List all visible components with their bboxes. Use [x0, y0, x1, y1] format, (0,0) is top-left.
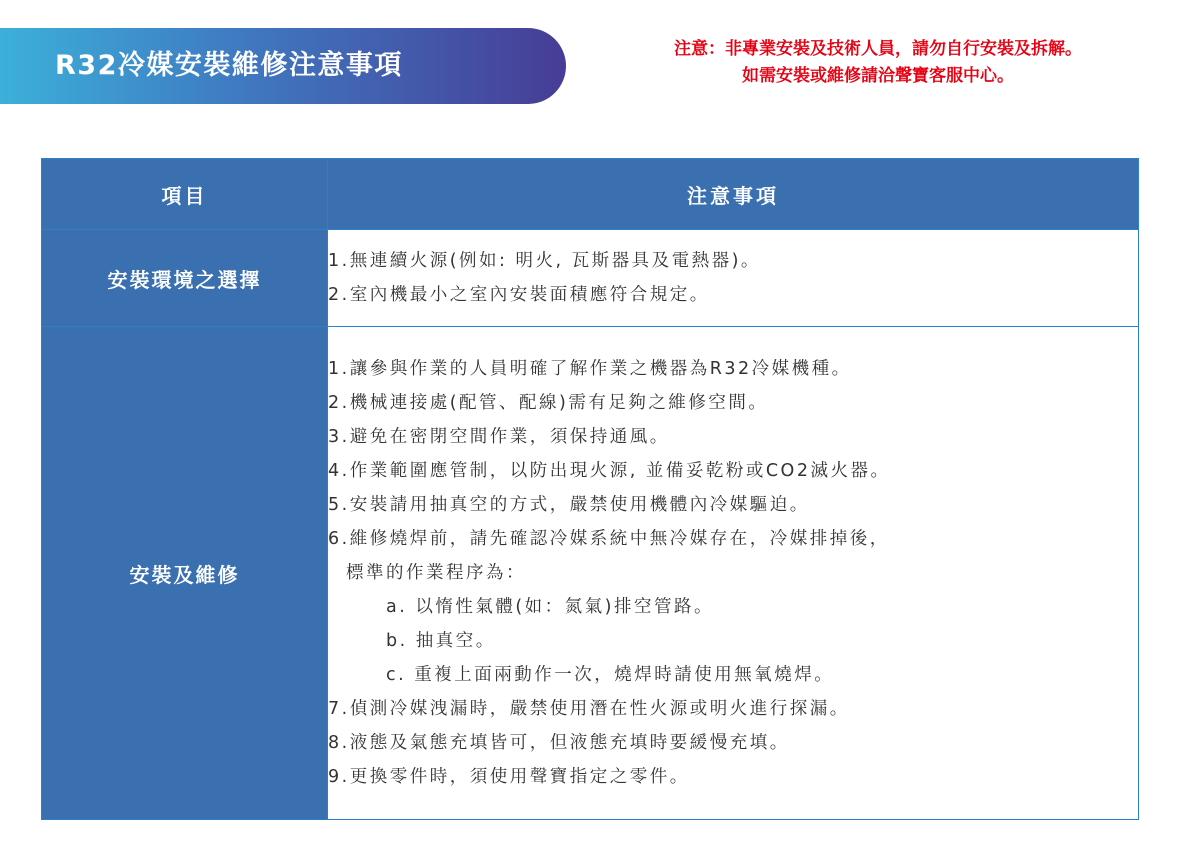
note-line: 1.無連續火源(例如: 明火, 瓦斯器具及電熱器)。	[328, 251, 761, 271]
row-notes-environment	[328, 230, 1139, 327]
note-line: 5.安裝請用抽真空的方式，嚴禁使用機體內冷媒驅迫。	[328, 495, 810, 515]
header-notes: 注意事項	[328, 159, 1139, 230]
table-row	[42, 230, 1139, 327]
warning-notice	[588, 36, 1168, 90]
note-line: 6.維修燒焊前，請先確認冷媒系統中無冷媒存在，冷媒排掉後，	[328, 529, 890, 549]
note-line: 2.機械連接處(配管、配線)需有足夠之維修空間。	[328, 393, 769, 413]
header-item: 項目	[42, 159, 328, 230]
note-subline: b. 抽真空。	[386, 631, 496, 651]
warning-line-2: 如需安裝或維修請洽聲寶客服中心。	[742, 66, 1014, 86]
warning-line-1: 注意：非專業安裝及技術人員，請勿自行安裝及拆解。	[674, 39, 1082, 59]
note-line: 4.作業範圍應管制，以防出現火源, 並備妥乾粉或CO2滅火器。	[328, 461, 891, 481]
note-subline: a. 以惰性氣體(如：氮氣)排空管路。	[386, 597, 715, 617]
note-line: 3.避免在密閉空間作業，須保持通風。	[328, 427, 670, 447]
note-line: 9.更換零件時，須使用聲寶指定之零件。	[328, 767, 690, 787]
row-item-install-repair: 安裝及維修	[42, 327, 328, 820]
table-header-row	[42, 159, 1139, 230]
page-title: R32冷媒安裝維修注意事項	[55, 50, 403, 81]
table-row	[42, 327, 1139, 820]
title-banner	[0, 28, 566, 104]
note-line: 1.讓參與作業的人員明確了解作業之機器為R32冷媒機種。	[328, 359, 852, 379]
precautions-table	[41, 158, 1139, 820]
note-line: 2.室內機最小之室內安裝面積應符合規定。	[328, 285, 710, 305]
note-line: 8.液態及氣態充填皆可，但液態充填時要緩慢充填。	[328, 733, 790, 753]
note-line: 標準的作業程序為：	[346, 563, 526, 583]
note-line: 7.偵測冷媒洩漏時，嚴禁使用潛在性火源或明火進行探漏。	[328, 699, 850, 719]
row-item-environment: 安裝環境之選擇	[42, 230, 328, 327]
row-notes-install-repair	[328, 327, 1139, 820]
note-subline: c. 重複上面兩動作一次，燒焊時請使用無氧燒焊。	[386, 665, 835, 685]
